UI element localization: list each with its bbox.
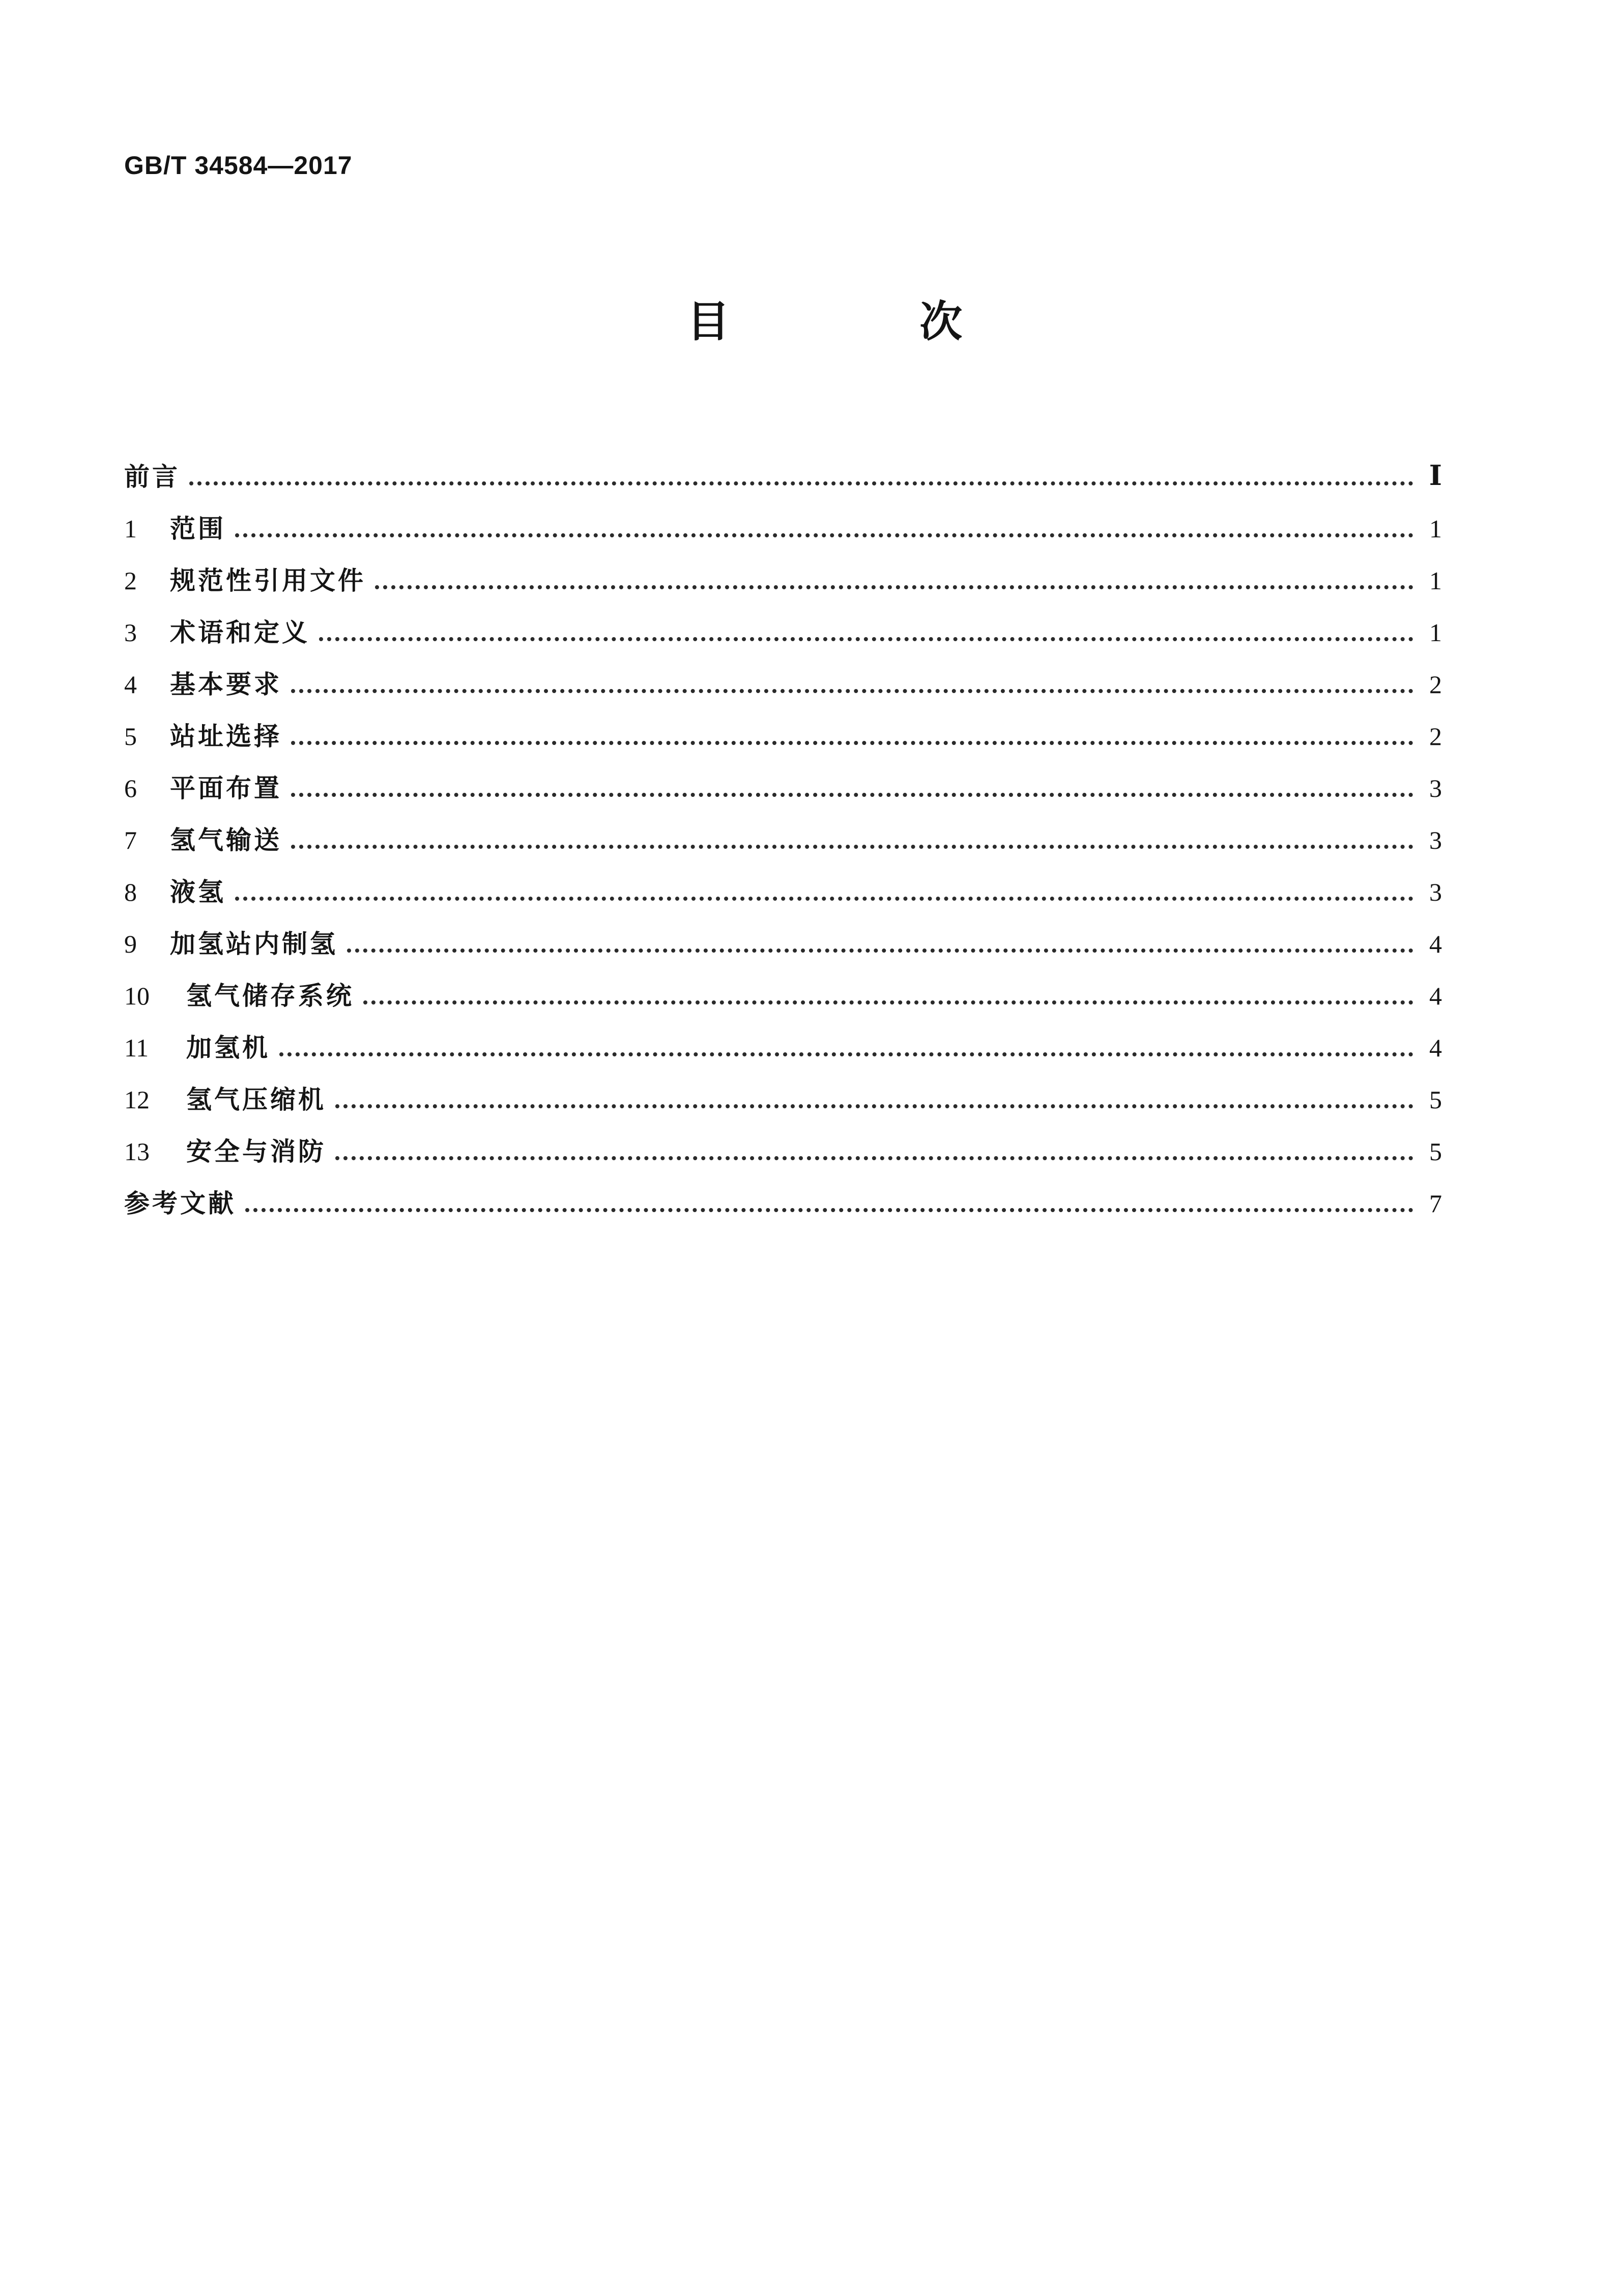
dot-leader xyxy=(363,1000,1413,1004)
dot-leader xyxy=(235,533,1413,537)
dot-leader xyxy=(235,897,1413,901)
toc-entry-page: 5 xyxy=(1429,1085,1442,1114)
toc-entry-label: 液氢 xyxy=(170,877,226,907)
toc-entry-number: 11 xyxy=(124,1034,149,1062)
toc-entry-label: 范围 xyxy=(170,514,226,543)
toc-entry-label: 加氢机 xyxy=(186,1033,270,1063)
standard-number: GB/T 34584—2017 xyxy=(124,151,353,180)
dot-leader xyxy=(375,585,1413,589)
toc-entry-bibliography[interactable] xyxy=(124,1164,1442,1216)
toc-entry-1[interactable] xyxy=(124,490,1442,541)
toc-entry-label: 站址选择 xyxy=(170,722,282,751)
toc-entry-8[interactable] xyxy=(124,853,1442,905)
toc-entry-5[interactable] xyxy=(124,697,1442,749)
toc-entry-7[interactable] xyxy=(124,801,1442,853)
toc-entry-page: 3 xyxy=(1429,826,1442,854)
toc-entry-6[interactable] xyxy=(124,749,1442,801)
toc-entry-12[interactable] xyxy=(124,1060,1442,1112)
toc-title: 目 次 xyxy=(687,297,1050,347)
toc-entry-number: 4 xyxy=(124,670,137,699)
toc-entry-page: 3 xyxy=(1429,878,1442,906)
dot-leader xyxy=(291,793,1413,797)
dot-leader xyxy=(291,845,1413,849)
toc-entry-label: 基本要求 xyxy=(170,670,282,699)
toc-entry-page: 1 xyxy=(1429,514,1442,543)
toc-entry-page: 1 xyxy=(1429,566,1442,595)
dot-leader xyxy=(335,1156,1413,1160)
toc-entry-4[interactable] xyxy=(124,645,1442,697)
toc-entry-10[interactable] xyxy=(124,957,1442,1009)
toc-entry-label: 安全与消防 xyxy=(186,1137,326,1166)
toc-entry-11[interactable] xyxy=(124,1009,1442,1063)
dot-leader xyxy=(189,481,1413,485)
toc-entry-number: 5 xyxy=(124,722,137,751)
toc-entry-label: 加氢站内制氢 xyxy=(170,929,338,959)
toc-entry-number: 10 xyxy=(124,982,150,1010)
toc-entry-page: 1 xyxy=(1429,618,1442,647)
toc-entry-label: 前言 xyxy=(124,462,180,492)
toc-entry-label: 参考文献 xyxy=(124,1189,236,1218)
dot-leader xyxy=(291,741,1413,745)
toc-entry-page: 7 xyxy=(1429,1189,1442,1218)
toc-entry-page: 3 xyxy=(1429,774,1442,802)
toc-entry-number: 2 xyxy=(124,566,137,595)
toc-entry-13[interactable] xyxy=(124,1112,1442,1164)
toc-entry-label: 平面布置 xyxy=(170,773,282,803)
toc-entry-label: 氢气输送 xyxy=(170,825,282,855)
dot-leader xyxy=(245,1208,1413,1212)
dot-leader xyxy=(279,1052,1413,1056)
table-of-contents xyxy=(124,438,1442,1216)
toc-entry-page: 2 xyxy=(1429,670,1442,699)
toc-entry-label: 氢气储存系统 xyxy=(186,981,354,1011)
dot-leader xyxy=(291,689,1413,693)
toc-entry-label: 规范性引用文件 xyxy=(170,566,366,595)
toc-entry-number: 13 xyxy=(124,1137,150,1166)
toc-entry-9[interactable] xyxy=(124,905,1442,957)
dot-leader xyxy=(347,949,1413,953)
toc-entry-foreword[interactable] xyxy=(124,438,1442,490)
toc-entry-label: 术语和定义 xyxy=(170,618,310,647)
toc-entry-page: 5 xyxy=(1429,1137,1442,1166)
toc-entry-page: 2 xyxy=(1429,722,1442,751)
toc-entry-number: 9 xyxy=(124,930,137,958)
toc-entry-number: 1 xyxy=(124,514,137,543)
toc-entry-page: 4 xyxy=(1429,982,1442,1010)
toc-entry-number: 3 xyxy=(124,618,137,647)
toc-entry-2[interactable] xyxy=(124,541,1442,593)
toc-entry-number: 6 xyxy=(124,774,137,802)
toc-entry-page: Ⅰ xyxy=(1429,461,1442,491)
dot-leader xyxy=(319,637,1413,641)
toc-entry-3[interactable] xyxy=(124,593,1442,645)
toc-entry-page: 4 xyxy=(1429,930,1442,958)
dot-leader xyxy=(335,1104,1413,1108)
toc-entry-number: 7 xyxy=(124,826,137,854)
toc-entry-label: 氢气压缩机 xyxy=(186,1085,326,1114)
toc-entry-number: 12 xyxy=(124,1085,150,1114)
toc-entry-number: 8 xyxy=(124,878,137,906)
toc-entry-page: 4 xyxy=(1429,1034,1442,1062)
